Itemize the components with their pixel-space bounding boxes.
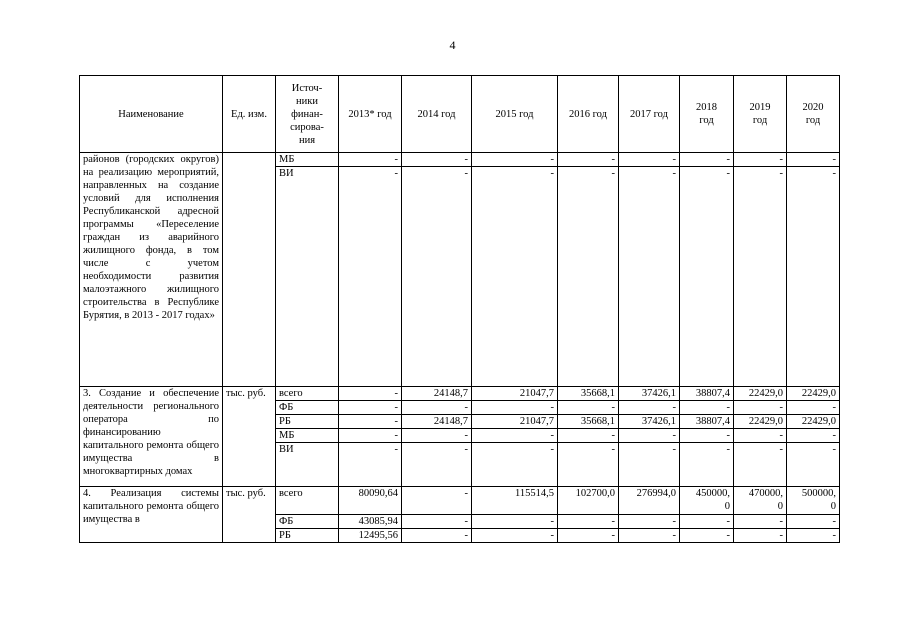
year-value: - [472,153,558,167]
year-value: 450000, 0 [680,487,734,515]
year-value: - [472,443,558,487]
year-value: - [619,515,680,529]
year-value: 102700,0 [558,487,619,515]
budget-table [79,75,840,543]
year-value: - [619,167,680,387]
year-value: - [558,167,619,387]
year-value: - [472,401,558,415]
header-year: 2018 год [680,76,734,153]
header-year: 2015 год [472,76,558,153]
funding-source: ФБ [276,401,339,415]
row-name: 4. Реализация системы капитального ремонта общего имущества в [80,487,223,543]
year-value: - [734,429,787,443]
year-value: - [339,415,402,429]
funding-source: РБ [276,529,339,543]
year-value: - [339,153,402,167]
row-name: 3. Создание и обеспечение деятельности регионального оператора по финансированию капитального ремонта общего имущества в многоквартирных домах [80,387,223,487]
year-value: 22429,0 [734,387,787,401]
year-value: - [787,401,840,415]
year-value: - [402,515,472,529]
year-value: 22429,0 [787,387,840,401]
year-value: 115514,5 [472,487,558,515]
year-value: 80090,64 [339,487,402,515]
year-value: 35668,1 [558,387,619,401]
year-value: 24148,7 [402,415,472,429]
year-value: - [558,529,619,543]
year-value: - [680,153,734,167]
funding-source: РБ [276,415,339,429]
row-unit [223,153,276,387]
year-value: - [339,401,402,415]
year-value: - [558,153,619,167]
year-value: 470000, 0 [734,487,787,515]
funding-source: МБ [276,429,339,443]
year-value: - [402,401,472,415]
year-value: - [787,515,840,529]
year-value: - [619,529,680,543]
year-value: - [402,529,472,543]
year-value: - [734,401,787,415]
year-value: - [339,443,402,487]
year-value: - [787,529,840,543]
year-value: - [734,153,787,167]
funding-source: ФБ [276,515,339,529]
year-value: - [734,515,787,529]
year-value: - [734,167,787,387]
year-value: - [680,529,734,543]
table-row [80,487,840,515]
year-value: 37426,1 [619,387,680,401]
year-value: - [619,153,680,167]
funding-source: МБ [276,153,339,167]
year-value: - [680,429,734,443]
year-value: - [472,515,558,529]
year-value: - [558,401,619,415]
year-value: 500000, 0 [787,487,840,515]
year-value: 24148,7 [402,387,472,401]
year-value: - [472,529,558,543]
row-unit: тыс. руб. [223,387,276,487]
year-value: 43085,94 [339,515,402,529]
header-year: 2014 год [402,76,472,153]
year-value: 21047,7 [472,415,558,429]
header-unit: Ед. изм. [223,76,276,153]
header-name: Наименование [80,76,223,153]
year-value: - [680,515,734,529]
year-value: 38807,4 [680,415,734,429]
year-value: - [619,429,680,443]
year-value: - [472,167,558,387]
year-value: - [402,429,472,443]
year-value: - [402,153,472,167]
year-value: - [472,429,558,443]
funding-source: ВИ [276,443,339,487]
header-year: 2016 год [558,76,619,153]
header-year: 2017 год [619,76,680,153]
row-name: районов (городских округов) на реализацию мероприятий, направленных на создание условий для исполнения Республиканской адресной программы «Переселение граждан из аварийного жилищного фонда, в том числе с учетом необходимости развития малоэтажного жилищного строительства в Республике Бурятия, в 2013 - 2017 годах» [80,153,223,387]
year-value: 22429,0 [734,415,787,429]
funding-source: всего [276,487,339,515]
year-value: - [339,429,402,443]
year-value: - [787,443,840,487]
header-year: 2019 год [734,76,787,153]
year-value: - [619,401,680,415]
year-value: - [734,443,787,487]
header-year: 2013* год [339,76,402,153]
header-year: 2020 год [787,76,840,153]
year-value: - [558,429,619,443]
page-number: 4 [449,38,456,52]
year-value: 35668,1 [558,415,619,429]
year-value: - [339,167,402,387]
year-value: - [787,167,840,387]
year-value: - [680,167,734,387]
year-value: - [619,443,680,487]
year-value: 38807,4 [680,387,734,401]
year-value: - [402,487,472,515]
year-value: 21047,7 [472,387,558,401]
funding-source: ВИ [276,167,339,387]
row-unit: тыс. руб. [223,487,276,543]
year-value: 12495,56 [339,529,402,543]
table-row [80,153,840,167]
year-value: - [787,429,840,443]
year-value: - [787,153,840,167]
year-value: 37426,1 [619,415,680,429]
header-row [80,76,840,153]
year-value: - [402,443,472,487]
table-row [80,387,840,401]
year-value: - [339,387,402,401]
year-value: 276994,0 [619,487,680,515]
header-source: Источ- ники финан- сирова- ния [276,76,339,153]
year-value: - [402,167,472,387]
funding-source: всего [276,387,339,401]
year-value: - [680,401,734,415]
year-value: 22429,0 [787,415,840,429]
year-value: - [558,443,619,487]
year-value: - [680,443,734,487]
year-value: - [558,515,619,529]
year-value: - [734,529,787,543]
